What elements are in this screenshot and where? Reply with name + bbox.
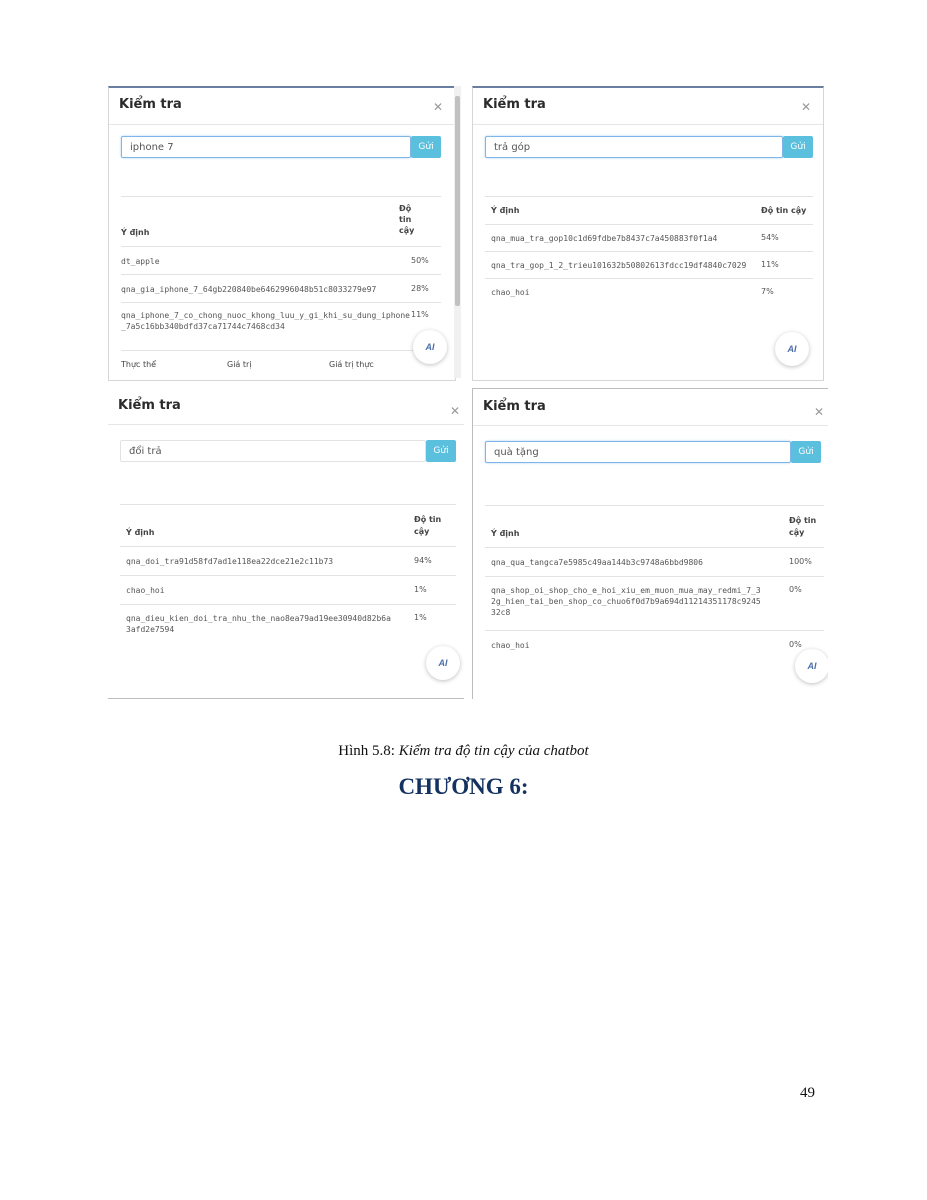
column-header-entity: Thực thể [121,360,157,369]
divider [485,196,813,197]
intent-cell: qna_mua_tra_gop10c1d69fdbe7b8437c7a450883f0f1a4 [491,234,718,243]
divider [121,246,441,247]
panel-header [109,88,455,125]
intent-cell: qna_iphone_7_co_chong_nuoc_khong_luu_y_gi_khi_su_dung_iphone _7a5c16bb340bdfd37ca71744c7468cd34 [121,311,410,331]
divider [485,547,824,548]
divider [120,546,456,547]
column-header-real-value: Giá trị thực [329,360,374,369]
query-input[interactable]: trả góp [485,136,783,158]
intent-cell: chao_hoi [491,641,530,650]
divider [485,224,813,225]
query-input[interactable]: quà tặng [485,441,791,463]
panel-title: Kiểm tra [483,399,546,414]
panel-title: Kiểm tra [119,97,182,112]
column-header-confidence: Độ tin cậy [399,204,415,235]
column-header-intent: Ý định [121,228,150,237]
confidence-cell: 28% [411,284,429,293]
panel-tra-gop [472,86,824,381]
divider [121,302,441,303]
ai-assistant-button[interactable] [426,646,460,680]
confidence-cell: 0% [789,585,802,594]
page-number: 49 [800,1085,815,1101]
caption-prefix: Hình 5.8: [338,743,399,759]
send-button[interactable]: Gửi [783,136,813,158]
column-header-value: Giá trị [227,360,252,369]
ai-assistant-button[interactable] [775,332,809,366]
panel-header [108,388,464,425]
divider [121,196,441,197]
divider [485,630,824,631]
intent-cell: chao_hoi [126,586,165,595]
chapter-heading: CHƯƠNG 6: [398,774,529,799]
ai-assistant-button[interactable] [413,330,447,364]
send-button[interactable]: Gửi [791,441,821,463]
column-header-confidence: Độ tin cậy [789,516,817,537]
divider [120,575,456,576]
ai-icon: AI [807,661,817,671]
column-header-intent: Ý định [491,206,520,215]
confidence-cell: 11% [411,310,429,319]
intent-cell: qna_qua_tangca7e5985c49aa144b3c9748a6bbd9806 [491,558,703,567]
confidence-cell: 7% [761,287,774,296]
close-icon[interactable]: ✕ [800,100,811,114]
confidence-cell: 54% [761,233,779,242]
ai-icon: AI [787,344,797,354]
confidence-cell: 50% [411,256,429,265]
divider [120,604,456,605]
intent-cell: dt_apple [121,257,160,266]
intent-cell: chao_hoi [491,288,530,297]
confidence-cell: 1% [414,613,427,622]
column-header-confidence: Độ tin cậy [761,206,807,215]
panel-header [473,389,828,426]
panel-title: Kiểm tra [118,398,181,413]
close-icon[interactable]: ✕ [813,405,824,419]
panel-iphone-7 [108,86,456,381]
divider [485,505,824,506]
send-button[interactable]: Gửi [411,136,441,158]
confidence-cell: 11% [761,260,779,269]
divider [485,576,824,577]
confidence-cell: 0% [789,640,802,649]
intent-cell: qna_shop_oi_shop_cho_e_hoi_xiu_em_muon_mua_may_redmi_7_3 2g_hien_tai_ben_shop_co_chuo6f0d7b9a694d11214351178c9245 32c8 [491,586,761,617]
query-input[interactable]: đổi trả [120,440,426,462]
column-header-confidence: Độ tin cậy [414,515,442,536]
caption-text: Kiểm tra độ tin cậy của chatbot [398,743,589,759]
divider [120,504,456,505]
divider [121,274,441,275]
column-header-intent: Ý định [491,529,520,538]
close-icon[interactable]: ✕ [449,404,460,418]
scrollbar-thumb[interactable] [455,96,460,306]
column-header-intent: Ý định [126,528,155,537]
panel-qua-tang [472,388,828,699]
panel-title: Kiểm tra [483,97,546,112]
intent-cell: qna_doi_tra91d58fd7ad1e118ea22dce21e2c11b73 [126,557,334,566]
scrollbar[interactable] [454,86,461,378]
send-button[interactable]: Gửi [426,440,456,462]
divider [485,251,813,252]
panel-doi-tra [108,388,464,699]
close-icon[interactable]: ✕ [432,100,443,114]
divider [121,350,441,351]
ai-icon: AI [438,658,448,668]
query-input[interactable]: iphone 7 [121,136,411,158]
ai-icon: AI [425,342,435,352]
divider [485,278,813,279]
intent-cell: qna_gia_iphone_7_64gb220840be6462996048b51c8033279e97 [121,285,377,294]
figure-caption [0,743,927,760]
ai-assistant-button[interactable] [795,649,828,683]
intent-cell: qna_tra_gop_1_2_trieu101632b50802613fdcc19df4840c7029 [491,261,747,270]
intent-cell: qna_dieu_kien_doi_tra_nhu_the_nao8ea79ad19ee30940d82b6a 3afd2e7594 [126,614,391,634]
confidence-cell: 94% [414,556,432,565]
panel-header [473,88,823,125]
confidence-cell: 100% [789,557,812,566]
confidence-cell: 1% [414,585,427,594]
